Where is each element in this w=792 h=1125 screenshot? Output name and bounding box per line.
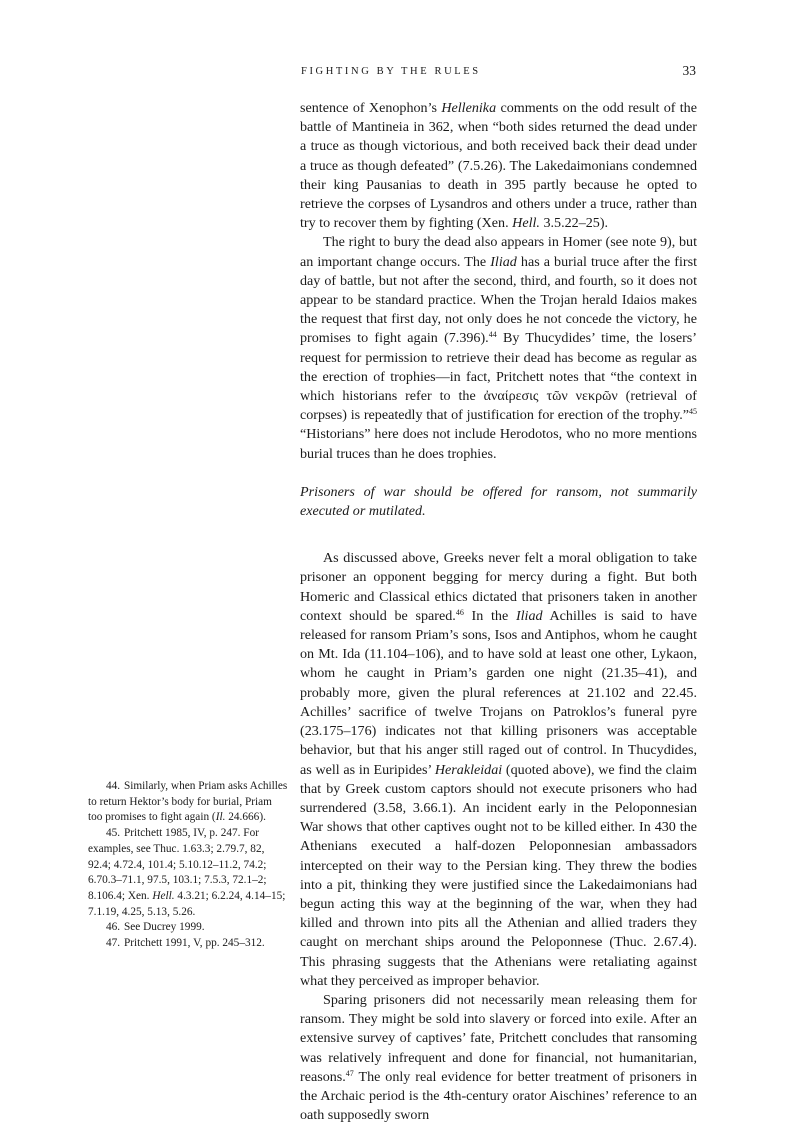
footnote-47: 47. Pritchett 1991, V, pp. 245–312. [106,937,265,950]
paragraph-3: As discussed above, Greeks never felt a moral obligation to take prisoner an opponent begging for mercy during a fight. But both Homeric and Classical ethics dictated that prisoners taken in another context should be spared.$^{46}$ In the Iliad Achilles is said to have released for ransom Priam’s sons, Isos and Antiphos, whom he caught on Mt. Ida (11.104–106), and to have sold at least one other, Lykaon, whom he caught in Priam’s garden one night (21.35–41), and probably more, given the plural references at 21.102 and 22.45. Achilles’ sacrifice of twelve Trojans on Patroklos’s funeral pyre (23.175–176) indicates not that killing prisoners was acceptable behavior, but that his anger still raged out of control. In Thucydides, as well as in Euripides’ Herakleidai (quoted above), we find the claim that by Greek custom captors should not execute prisoners who had surrendered (3.58, 3.66.1). An incident early in the Peloponnesian War shows that other captives ought not to be killed either. In 430 the Athenians executed a half-dozen Peloponnesian ambassadors intercepted on their way to the Persian king. They threw the bodies into a pit, thinking they were justified since the Lakedaimonians had begun acting this way at the beginning of the war, when they had killed and thrown into pits all the Athenian and allied traders they caught on merchant ships around the Peloponnese (Thuc. 2.67.4). This phrasing suggests that the Athenians were retaliating against what they perceived as improper behavior. [300,550,697,989]
footnote-46: 46. See Ducrey 1999. [106,921,205,934]
footnote-45: 45. Pritchett 1985, IV, p. 247. For examples, see Thuc. 1.63.3; 2.79.7, 82, 92.4; 4.72.4, 101.4; 5.10.12–11.2, 74.2; 6.70.3–71.1, 97.5, 103.1; 7.5.3, 72.1–2; 8.106.4; Xen. Hell. 4.3.21; 6.2.24, 4.14–15; 7.1.19, 4.25, 5.13, 5.26. [88,827,286,918]
running-head [301,66,697,77]
main-text [300,99,697,1125]
paragraph-4: Sparing prisoners did not necessarily mean releasing them for ransom. They might be sold into slavery or forced into exile. After an extensive survey of captives’ fate, Pritchett concludes that ransoming was relatively infrequent and done for financial, not humanitarian, reasons.$^{47}$ The only real evidence for better treatment of prisoners in the Archaic period is the 4th-century orator Aischines’ reference to an oath supposedly sworn [300,991,697,1124]
paragraph-1: sentence of Xenophon’s Hellenika comments on the odd result of the battle of Mantineia in 362, when “both sides returned the dead under a truce as though victorious, and both received back their dead under a truce as though defeated” (7.5.26). The Lakedaimonians condemned their king Pausanias to death in 395 partly because he opted to retrieve the corpses of Lysandros and others under a truce, rather than try to recover them by fighting (Xen. Hell. 3.5.22–25). [300,100,697,232]
footnotes [88,779,288,952]
footnote-ref-45: 45 [689,407,697,417]
footnote-ref-47: 47 [345,1068,354,1078]
paragraph-2: The right to bury the dead also appears in Homer (see note 9), but an important change occurs. The Iliad has a burial truce after the first day of battle, but not after the second, third, and fourth, so it does not appear to be standard practice. When the Trojan herald Idaios makes the request that first day, not only does he not concede the victory, he promises to fight again (7.396).$^{44}$ By Thucydides’ time, the losers’ request for permission to retrieve their dead has become as regular as the erection of trophies—in fact, Pritchett notes that “the context in which historians refer to the ἀναίρεσις τῶν νεκρῶν (retrieval of corpses) is repeatedly that of justification for erection of the trophy.”$^{45}$ “Historians” here does not include Herodotos, who no more mentions burial truces than he does trophies. [300,234,697,462]
section-heading: Prisoners of war should be offered for ransom, not summarily executed or mutilated. [300,483,697,520]
footnote-ref-44: 44 [488,330,497,340]
page-number: 33 [682,63,696,78]
footnote-ref-46: 46 [455,607,464,617]
footnote-44: 44. Similarly, when Priam asks Achilles to return Hektor’s body for burial, Priam too promises to fight again (Il. 24.666). [88,780,288,824]
running-head-title: FIGHTING BY THE RULES [301,66,481,77]
